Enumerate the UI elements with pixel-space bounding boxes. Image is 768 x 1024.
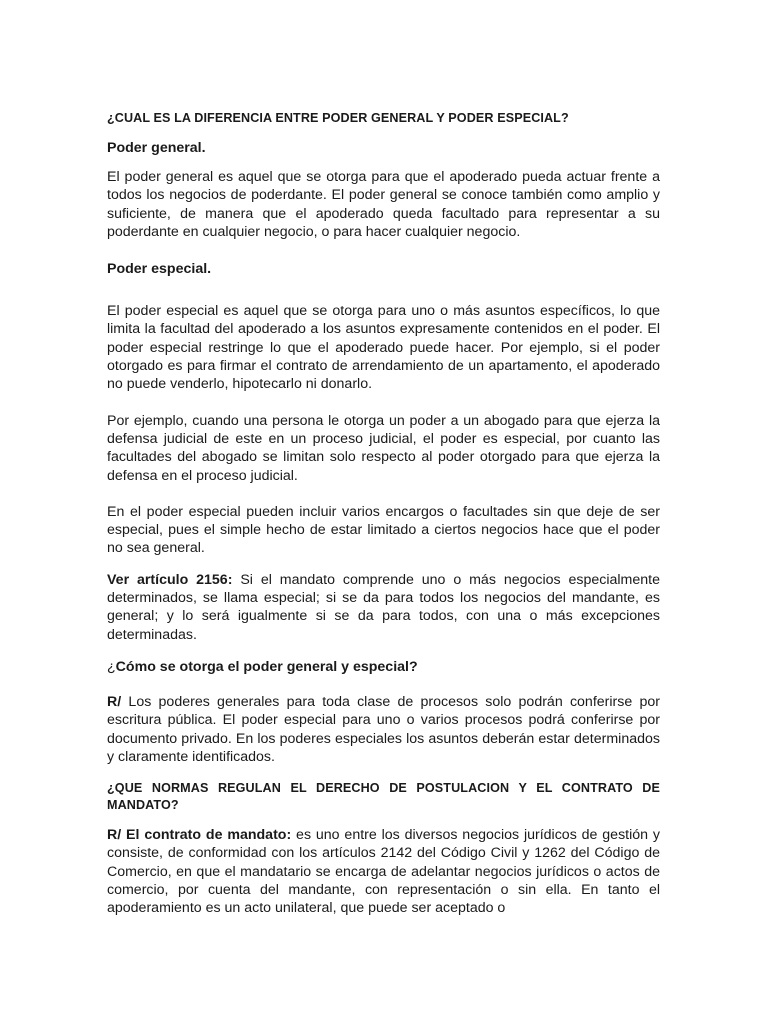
- question-heading-difference: ¿CUAL ES LA DIFERENCIA ENTRE PODER GENERAL Y PODER ESPECIAL?: [107, 111, 569, 125]
- paragraph-poder-general: El poder general es aquel que se otorga para que el apoderado pueda actuar frente a todos los negocios de poderdante. El poder general se conoce también como amplio y suficiente, de manera que el apoderado queda facultado para representar a su poderdante en cualquier negocio, o para hacer cualquier negocio.: [107, 169, 660, 240]
- paragraph-poder-especial-3: En el poder especial pueden incluir varios encargos o facultades sin que deje de ser especial, pues el simple hecho de estar limitado a ciertos negocios hace que el poder no sea general.: [107, 503, 660, 557]
- articulo-text: Si el mandato comprende uno o más negocios especialmente determinados, se llama especial; si se da para todos los negocios del mandante, es general; y lo será igualmente si se da para todos, con una o más excepciones determinadas.: [107, 571, 660, 643]
- heading-poder-general: Poder general.: [107, 140, 206, 156]
- articulo-label: Ver artículo 2156:: [107, 571, 233, 588]
- document-body: [107, 110, 660, 918]
- answer-label: R/: [107, 693, 122, 710]
- paragraph-answer-como-se-otorga: [107, 693, 660, 766]
- question-title: Cómo se otorga el poder general y especial?: [115, 658, 418, 675]
- question-heading-normas: ¿QUE NORMAS REGULAN EL DERECHO DE POSTULACION Y EL CONTRATO DE MANDATO?: [107, 781, 660, 813]
- question-heading-como-se-otorga: [107, 658, 660, 676]
- paragraph-poder-especial-1: El poder especial es aquel que se otorga para uno o más asuntos específicos, lo que limita la facultad del apoderado a los asuntos expresamente contenidos en el poder. El poder especial restringe lo que el apoderado puede hacer. Por ejemplo, si el poder otorgado es para firmar el contrato de arrendamiento de un apartamento, el apoderado no puede venderlo, hipotecarlo ni donarlo.: [107, 303, 660, 393]
- answer-text-mandato: es uno entre los diversos negocios jurídicos de gestión y consiste, de conformidad con los artículos 2142 del Código Civil y 1262 del Código de Comercio, en que el mandatario se encarga de adelantar negocios jurídicos o actos de comercio, por cuenta del mandante, con representación o sin ella. En tanto el apoderamiento es un acto unilateral, que puede ser aceptado o: [107, 827, 660, 917]
- paragraph-poder-especial-2: Por ejemplo, cuando una persona le otorga un poder a un abogado para que ejerza la defensa judicial de este en un proceso judicial, el poder es especial, por cuanto las facultades del abogado se limitan solo respecto al poder otorgado para que ejerza la defensa en el proceso judicial.: [107, 412, 660, 484]
- answer-label-mandato: R/ El contrato de mandato:: [107, 827, 292, 844]
- heading-poder-especial: Poder especial.: [107, 261, 212, 278]
- paragraph-answer-normas: [107, 826, 660, 917]
- question-mark-prefix: ¿: [107, 658, 116, 675]
- answer-text: Los poderes generales para toda clase de procesos solo podrán conferirse por escritura pública. El poder especial para uno o varios procesos podrá conferirse por documento privado. En los poderes especiales los asuntos deberán estar determinados y claramente identificados.: [107, 693, 660, 765]
- paragraph-articulo-2156: [107, 571, 660, 644]
